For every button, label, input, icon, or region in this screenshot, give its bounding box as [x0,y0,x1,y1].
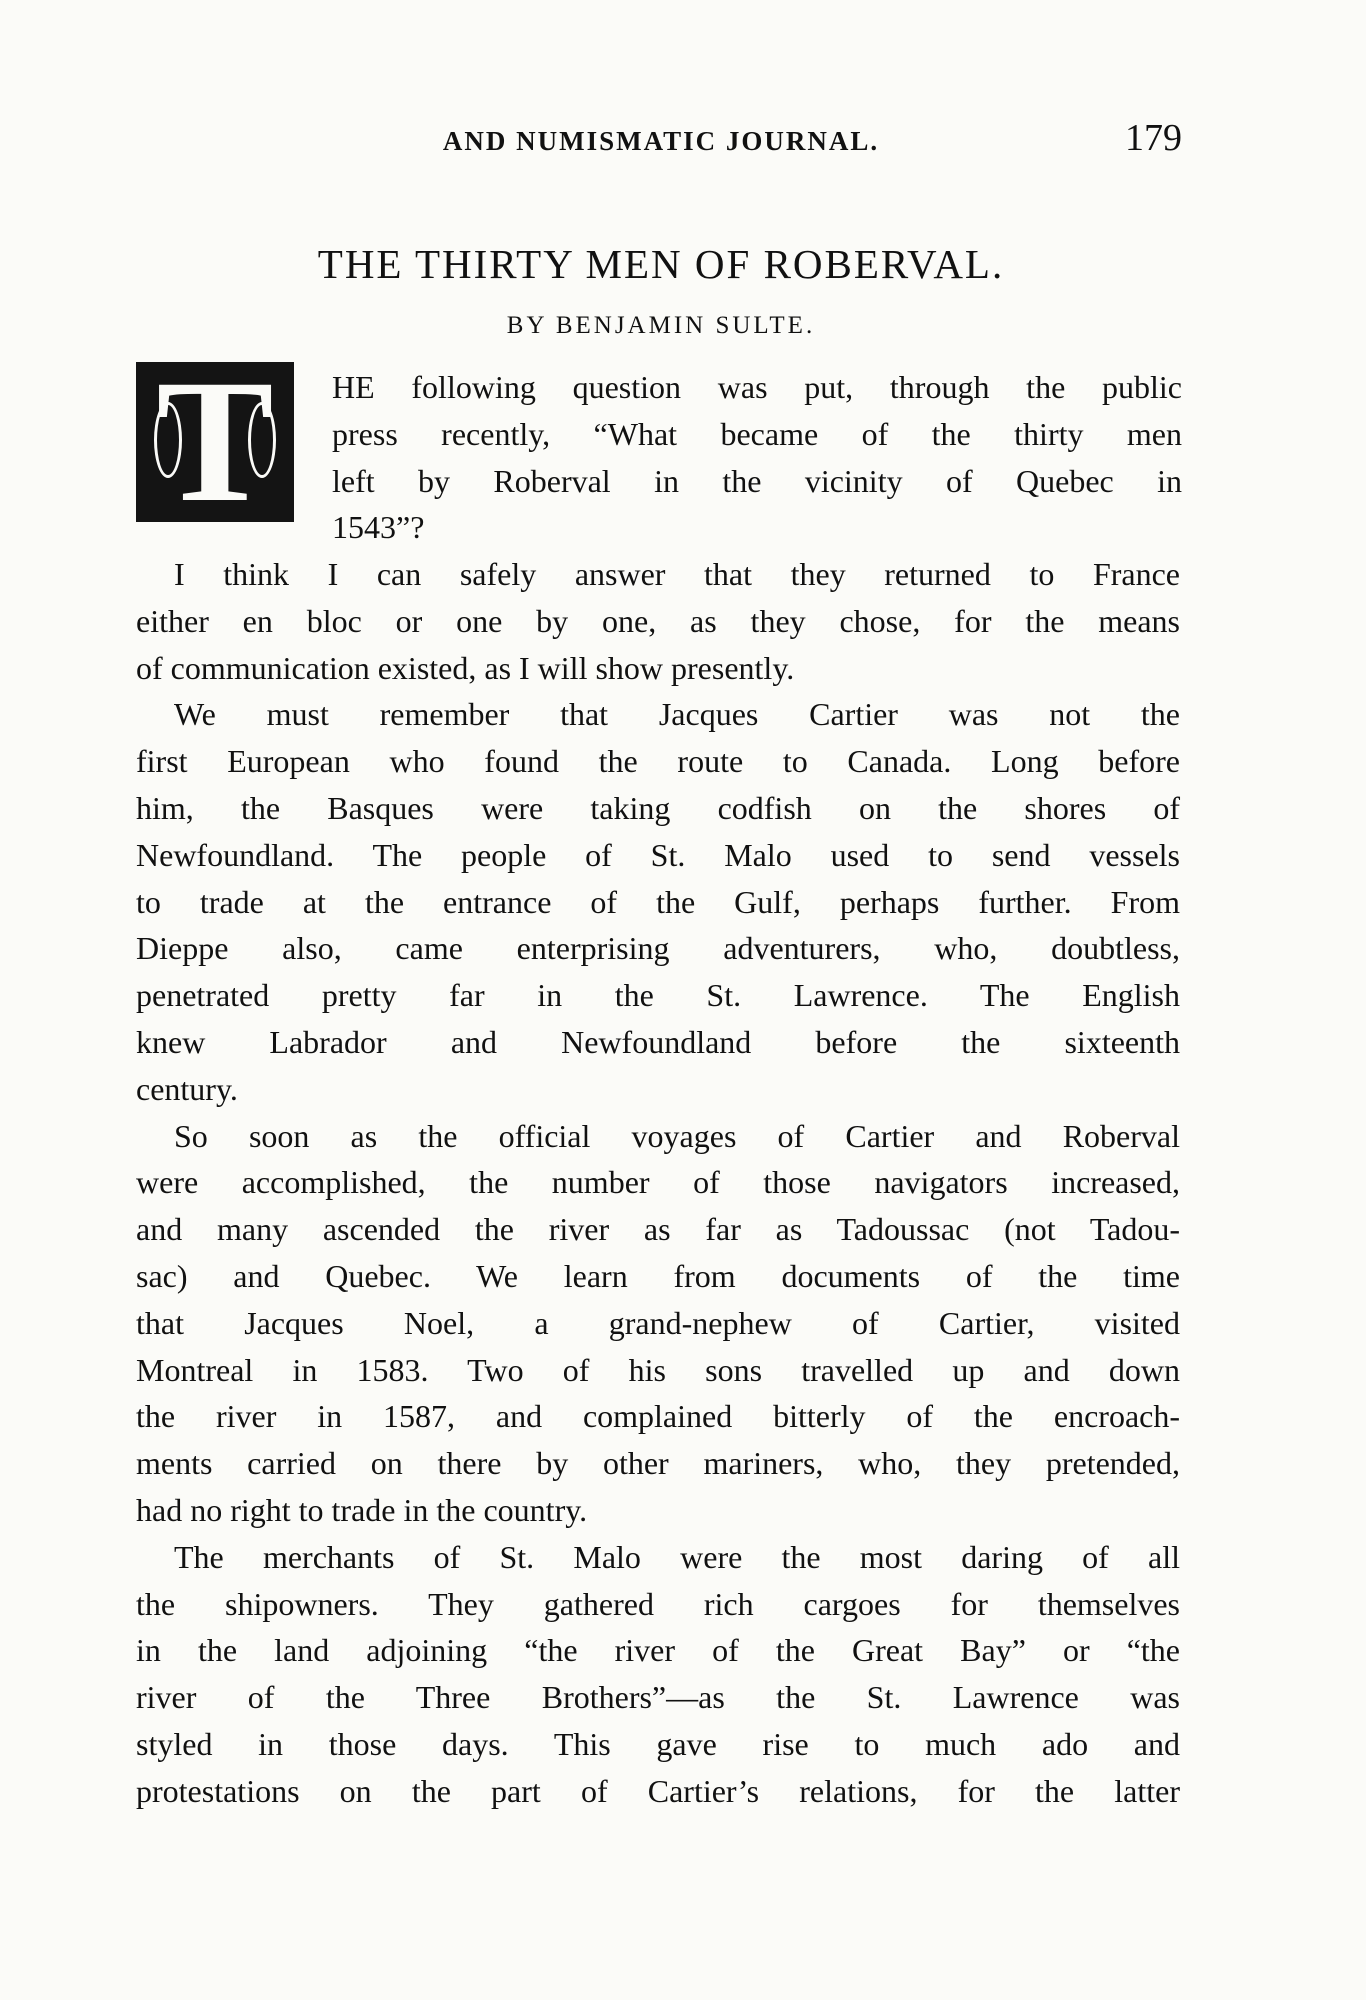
text-line: styled in those days. This gave rise to much ado and [136,1725,1180,1762]
text-line: and many ascended the river as far as Tadoussac (not Tadou- [136,1211,1180,1248]
text-line: the shipowners. They gathered rich cargoes for themselves [136,1585,1180,1622]
opening-paragraph [332,364,1182,551]
text-line: of communication existed, as I will show presently. [136,649,795,686]
text-line: Newfoundland. The people of St. Malo used to send vessels [136,836,1180,873]
text-line: century. [136,1070,238,1107]
text-line: 1543”? [332,509,425,546]
running-head [140,112,1182,172]
article-byline: BY BENJAMIN SULTE. [506,312,816,339]
article-body [136,551,1180,1815]
drop-cap-initial [136,344,294,539]
text-line: river of the Three Brothers”—as the St. Lawrence was [136,1679,1180,1716]
text-line: ments carried on there by other mariners, who, they pretended, [136,1445,1180,1482]
text-line: knew Labrador and Newfoundland before the sixteenth [136,1023,1180,1060]
text-line: left by Roberval in the vicinity of Quebec in [332,462,1182,499]
text-line: to trade at the entrance of the Gulf, perhaps further. From [136,883,1180,920]
text-line: The merchants of St. Malo were the most daring of all [174,1538,1180,1575]
text-line: him, the Basques were taking codfish on the shores of [136,789,1180,826]
text-line: press recently, “What became of the thirty men [332,415,1182,452]
text-line: first European who found the route to Canada. Long before [136,743,1180,780]
text-line: were accomplished, the number of those navigators increased, [136,1164,1180,1201]
text-line: sac) and Quebec. We learn from documents of the time [136,1257,1180,1294]
text-line: either en bloc or one by one, as they chose, for the means [136,602,1180,639]
text-line: that Jacques Noel, a grand-nephew of Cartier, visited [136,1304,1180,1341]
article-title: THE THIRTY MEN OF ROBERVAL. [317,241,1005,287]
text-line: So soon as the official voyages of Cartier and Roberval [174,1117,1180,1154]
drop-cap-letter: T [156,344,274,539]
running-title: AND NUMISMATIC JOURNAL. [442,126,880,156]
text-line: Dieppe also, came enterprising adventurers, who, doubtless, [136,930,1180,967]
text-line: penetrated pretty far in the St. Lawrence. The English [136,977,1180,1014]
text-line: in the land adjoining “the river of the Great Bay” or “the [136,1632,1180,1669]
text-line: Montreal in 1583. Two of his sons travelled up and down [136,1351,1180,1388]
text-line: I think I can safely answer that they returned to France [174,556,1180,592]
text-line: had no right to trade in the country. [136,1491,588,1528]
text-line: the river in 1587, and complained bitterly of the encroach- [136,1398,1180,1435]
text-line: We must remember that Jacques Cartier was not the [174,696,1180,733]
text-line: protestations on the part of Cartier’s relations, for the latter [136,1772,1180,1809]
text-line: HE following question was put, through the public [332,369,1182,405]
page-number: 179 [1125,117,1182,159]
